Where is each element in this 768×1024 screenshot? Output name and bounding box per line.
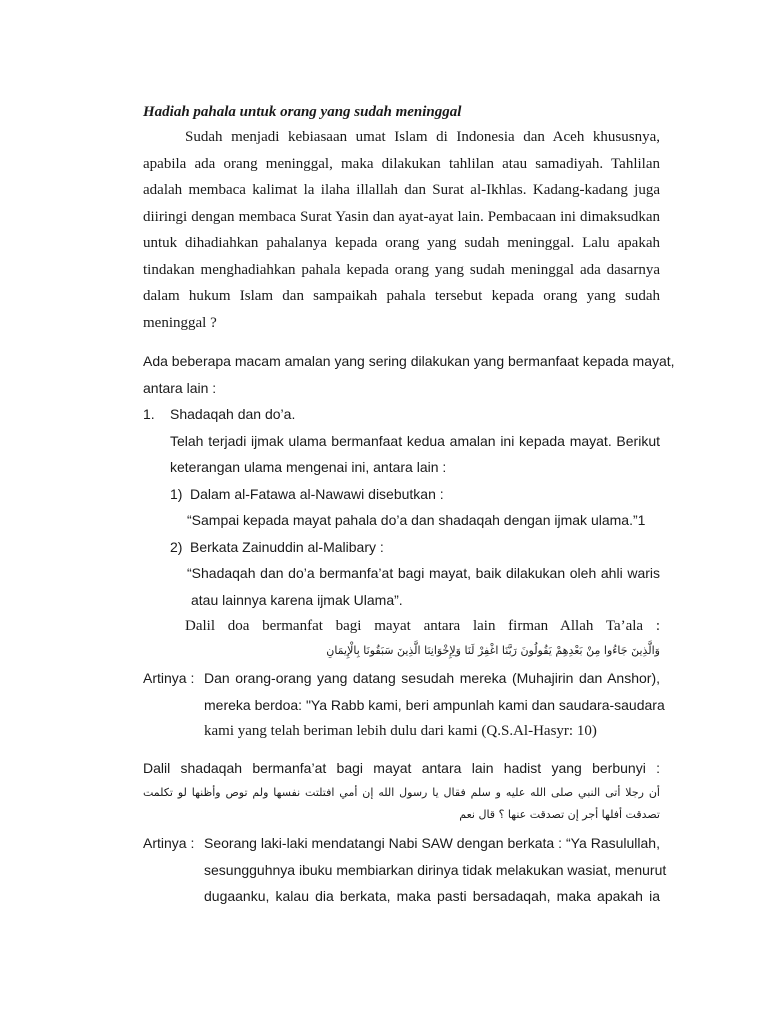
text-line: tindakan menghadiahkan pahala kepada orang yang sudah meninggal ada dasarnya [143, 261, 660, 278]
sub-number: 1) [170, 485, 183, 502]
document-title: Hadiah pahala untuk orang yang sudah meninggal [143, 104, 462, 120]
text-line: diiringi dengan membaca Surat Yasin dan ayat-ayat lain. Pembacaan ini dimaksudkan [143, 208, 660, 225]
amalan-paragraph [143, 348, 675, 401]
text-line: Dan orang-orang yang datang sesudah mereka (Muhajirin dan Anshor), [204, 670, 660, 686]
quote-line: “Sampai kepada mayat pahala do’a dan shadaqah dengan ijmak ulama.”1 [187, 512, 646, 528]
sub-text: Berkata Zainuddin al-Malibary : [190, 538, 384, 555]
artinya-2 [143, 830, 667, 910]
dalil-shadaqah [143, 755, 660, 826]
text-line: Ada beberapa macam amalan yang sering dilakukan yang bermanfaat kepada mayat, [143, 353, 675, 369]
text-line: apabila ada orang meninggal, maka dilakukan tahlilan atau samadiyah. Tahlilan [143, 155, 660, 172]
text-line: Sudah menjadi kebiasaan umat Islam di Indonesia dan Aceh khususnya, [185, 129, 660, 145]
text-line: adalah membaca kalimat la ilaha illallah dan Surat al-Ikhlas. Kadang-kadang juga [143, 182, 660, 198]
list-item-1 [143, 401, 660, 613]
text-line: dugaanku, kalau dia berkata, maka pasti bersadaqah, maka apakah ia [204, 888, 660, 904]
arabic-hadith-line: تصدقت أفلها أجر إن تصدقت عنها ؟ قال نعم [459, 807, 660, 821]
sub-item-1 [143, 481, 660, 508]
dalil-doa [143, 613, 660, 662]
text-line: dalam hukum Islam dan sampaikah pahala tersebut kepada orang yang sudah [143, 288, 660, 304]
quote-line: “Shadaqah dan do’a bermanfa’at bagi mayat, baik dilakukan oleh ahli waris [187, 565, 660, 581]
arabic-verse: وَالَّذِينَ جَاءُوا مِنْ بَعْدِهِمْ يَقُولُونَ رَبَّنَا اغْفِرْ لَنَا وَلِإِخْوَانِنَا الَّذِينَ سَبَقُونَا بِالْإِيمَانِ [326, 643, 660, 657]
text-line: Telah terjadi ijmak ulama bermanfaat kedua amalan ini kepada mayat. Berikut [170, 432, 660, 449]
text-line: kami yang telah beriman lebih dulu dari kami (Q.S.Al-Hasyr: 10) [204, 723, 597, 739]
text-line: Dalil doa bermanfat bagi mayat antara lain firman Allah Ta’ala : [185, 618, 660, 634]
text-line: meninggal ? [143, 314, 217, 331]
text-line: sesungguhnya ibuku membiarkan dirinya tidak melakukan wasiat, menurut [204, 861, 667, 878]
text-line: Dalil shadaqah bermanfa’at bagi mayat antara lain hadist yang berbunyi : [143, 760, 660, 776]
text-line: keterangan ulama mengenai ini, antara lain : [170, 459, 447, 475]
sub-number: 2) [170, 538, 183, 555]
list-heading: Shadaqah dan do’a. [170, 406, 296, 422]
text-line: antara lain : [143, 379, 217, 396]
list-number: 1. [143, 406, 155, 422]
artinya-label: Artinya : [143, 835, 195, 851]
text-line: untuk dihadiahkan pahalanya kepada orang yang sudah meninggal. Lalu apakah [143, 235, 660, 251]
arabic-hadith-line: أن رجلا أتى النبي صلى الله عليه و سلم فقال يا رسول الله إن أمي افتلتت نفسها ولم توص وأظنها لو تكلمت [143, 785, 660, 799]
text-line: mereka berdoa: "Ya Rabb kami, beri ampunlah kami dan saudara-saudara [204, 696, 665, 713]
quote-line: atau lainnya karena ijmak Ulama”. [191, 591, 403, 608]
artinya-1 [143, 665, 665, 745]
artinya-label: Artinya : [143, 670, 195, 686]
document-page [143, 100, 675, 904]
sub-item-2 [143, 534, 660, 561]
intro-paragraph [143, 124, 660, 336]
text-line: Seorang laki-laki mendatangi Nabi SAW dengan berkata : “Ya Rasulullah, [204, 835, 660, 851]
sub-text: Dalam al-Fatawa al-Nawawi disebutkan : [190, 485, 444, 502]
